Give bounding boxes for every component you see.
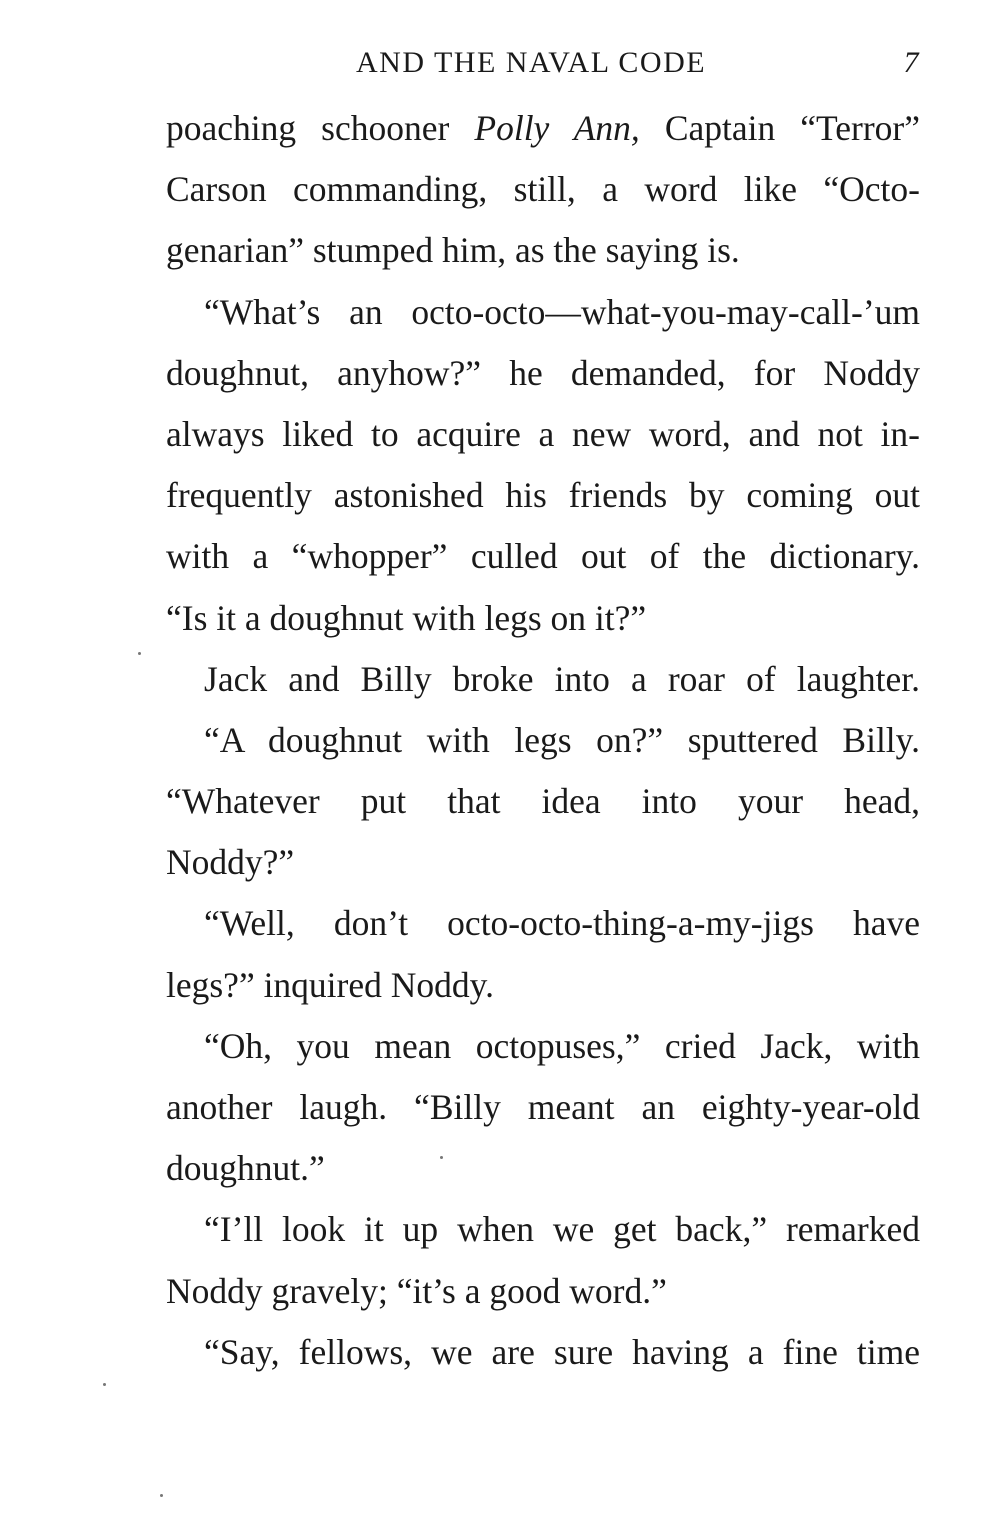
text-line-3: genarian” stumped him, as the saying is. [166,230,740,271]
text-line-19: “I’ll look it up when we get back,” remarked [204,1209,920,1250]
text-line-21: “Say, fellows, we are sure having a fine time [204,1331,920,1372]
scan-speck [138,652,141,655]
text-line-10: Jack and Billy broke into a roar of laughter. [204,658,920,699]
scan-speck [160,1494,163,1497]
text-line-7: frequently astonished his friends by coming out [166,475,920,516]
text-line-5: doughnut, anyhow?” he demanded, for Noddy [166,352,920,393]
text-line-16: “Oh, you mean octopuses,” cried Jack, with [204,1025,920,1066]
text-line-18: doughnut.” [166,1148,325,1189]
text-line-17: another laugh. “Billy meant an eighty-year-old [166,1087,920,1127]
text-line-2: Carson commanding, still, a word like “Octo- [166,169,920,210]
text-line-20: Noddy gravely; “it’s a good word.” [166,1270,667,1311]
text-line-1: poaching schooner Polly Ann, Captain “Terror” [166,108,920,148]
text-line-11: “A doughnut with legs on?” sputtered Billy. [204,719,920,760]
scan-speck [440,1156,443,1159]
scan-speck [103,1383,106,1386]
text-line-13: Noddy?” [166,842,295,883]
text-line-9: “Is it a doughnut with legs on it?” [166,597,647,638]
text-line-6: always liked to acquire a new word, and not in- [166,413,920,454]
running-head [166,46,920,86]
text-line-14: “Well, don’t octo-octo-thing-a-my-jigs have [204,903,920,944]
body-text [166,98,920,1383]
text-line-15: legs?” inquired Noddy. [166,964,494,1005]
text-line-4: “What’s an octo-octo—what-you-may-call-’um [204,291,920,332]
text-line-12: “Whatever put that idea into your head, [166,781,920,822]
running-title: AND THE NAVAL CODE [356,46,707,79]
ship-name: Polly Ann, [474,108,640,148]
page-number: 7 [903,46,920,79]
text-line-8: with a “whopper” culled out of the dictionary. [166,536,920,577]
